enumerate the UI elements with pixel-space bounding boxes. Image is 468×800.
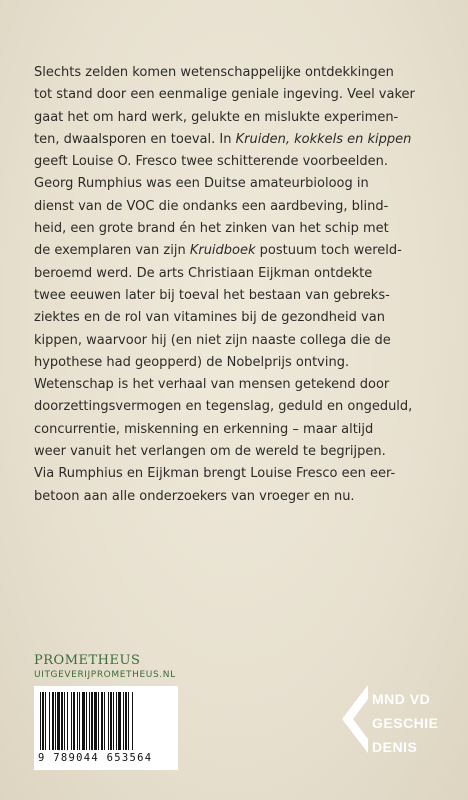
blurb-line <box>34 240 444 262</box>
blurb-line: concurrentie, miskenning en erkenning – maar altijd <box>34 421 374 437</box>
blurb-line: hypothese had geopperd) de Nobelprijs ontving. <box>34 354 350 370</box>
blurb-line: Georg Rumphius was een Duitse amateurbioloog in <box>34 176 369 192</box>
blurb-line: heid, een grote brand én het zinken van het schip met <box>34 221 389 237</box>
barcode <box>34 686 178 770</box>
chevron-left-icon <box>338 683 370 755</box>
blurb-line: Wetenschap is het verhaal van mensen getekend door <box>34 377 390 393</box>
isbn-number: 9 789044 653564 <box>38 752 153 764</box>
blurb-fragment: postuum toch wereld- <box>255 243 402 259</box>
blurb-line: weer vanuit het verlangen om de wereld te begrijpen. <box>34 444 386 460</box>
blurb-line: ziektes en de rol van vitamines bij de gezondheid van <box>34 310 385 326</box>
publisher-url: UITGEVERIJPROMETHEUS.NL <box>34 670 176 680</box>
blurb-line: Via Rumphius en Eijkman brengt Louise Fresco een eer- <box>34 466 396 482</box>
series-line: GESCHIE <box>372 715 439 731</box>
series-line: MND VD <box>372 691 431 707</box>
blurb-text <box>34 62 444 508</box>
blurb-fragment: de exemplaren van zijn <box>34 243 190 259</box>
blurb-fragment: ten, dwaalsporen en toeval. In <box>34 131 236 147</box>
blurb-line: tot stand door een eenmalige geniale ingeving. Veel vaker <box>34 87 415 103</box>
book-title-italic: Kruiden, kokkels en kippen <box>235 131 412 147</box>
blurb-line: gaat het om hard werk, gelukte en mislukte experimen- <box>34 109 399 125</box>
blurb-line <box>34 129 444 151</box>
series-line: DENIS <box>372 739 418 755</box>
blurb-line: Slechts zelden komen wetenschappelijke ontdekkingen <box>34 65 394 80</box>
blurb-line: doorzettingsvermogen en tegenslag, geduld en ongeduld, <box>34 399 413 415</box>
publisher-logo: PROMETHEUS <box>34 653 141 668</box>
blurb-line: beroemd werd. De arts Christiaan Eijkman ontdekte <box>34 265 373 281</box>
blurb-line: kippen, waarvoor hij (en niet zijn naaste collega die de <box>34 332 391 348</box>
kruidboek-title-italic: Kruidboek <box>189 243 256 259</box>
blurb-line: twee eeuwen later bij toeval het bestaan van gebreks- <box>34 287 390 303</box>
blurb-line: betoon aan alle onderzoekers van vroeger en nu. <box>34 488 355 504</box>
blurb-line: geeft Louise O. Fresco twee schitterende voorbeelden. <box>34 154 389 170</box>
barcode-bars <box>40 692 172 750</box>
series-logo-text <box>372 687 439 759</box>
blurb-line: dienst van de VOC die ondanks een aardbeving, blind- <box>34 198 389 214</box>
